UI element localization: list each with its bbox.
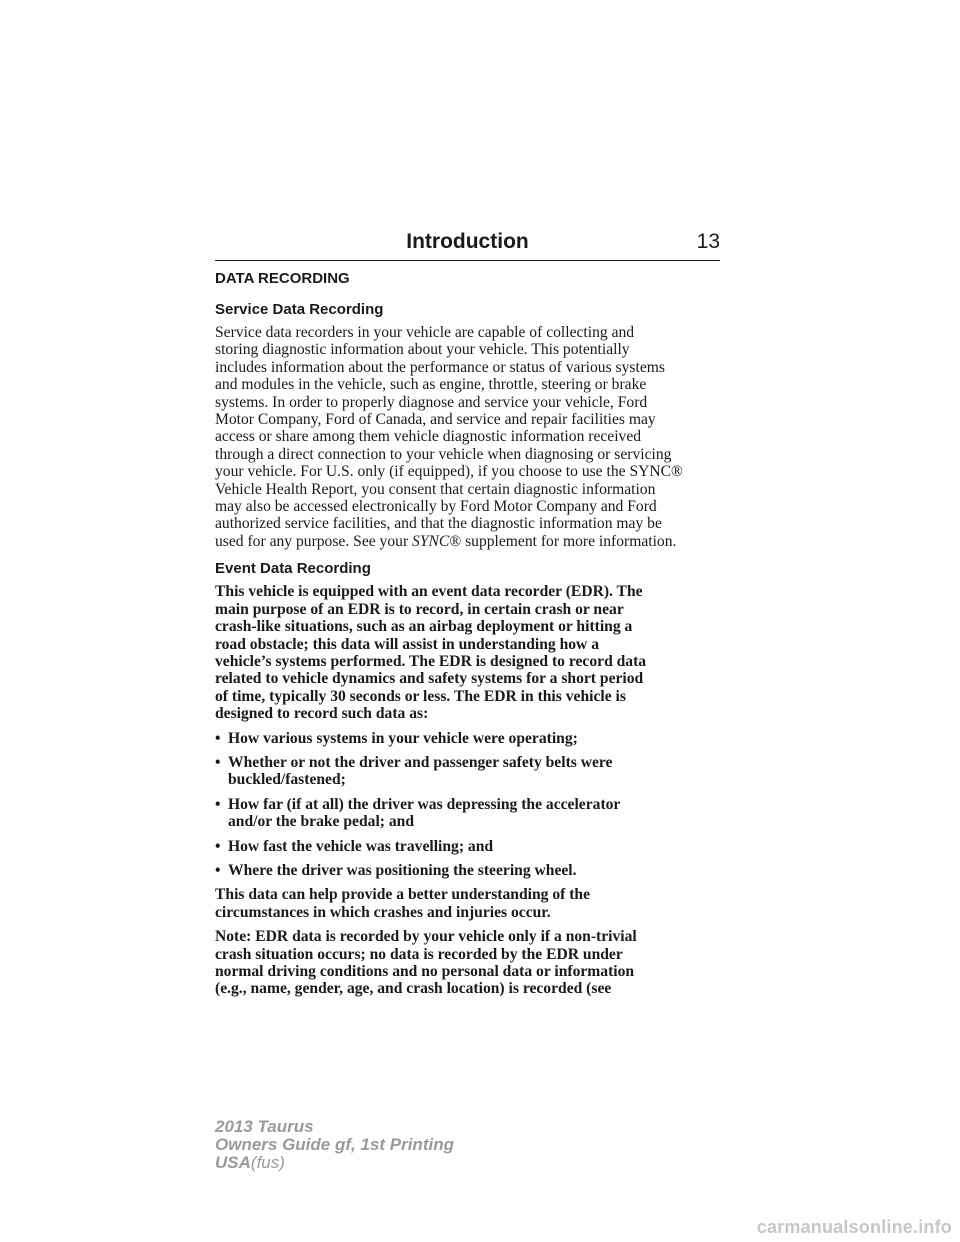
footer-market: USA(fus) [215,1153,285,1172]
page-number: 13 [696,230,720,253]
edr-data-list [215,730,725,880]
list-item: • Whether or not the driver and passenger safety belts were buckled/fastened; [215,753,613,789]
note-paragraph: Note: EDR data is recorded by your vehicle only if a non-trivial crash situation occurs; no data is recorded by the EDR under normal driving conditions and no personal data or information (e.g., name, gender, age, and crash location) is recorded (see [215,928,637,998]
bullet-icon: • [215,729,221,747]
service-data-heading: Service Data Recording [215,301,384,318]
page-header [215,228,720,261]
conclusion-paragraph: This data can help provide a better understanding of the circumstances in which crashes and injuries occur. [215,886,591,921]
chapter-title: Introduction [406,230,529,253]
bullet-icon: • [215,753,221,771]
document-footer [215,1118,454,1172]
footer-edition: Owners Guide gf, 1st Printing [215,1135,454,1154]
list-item: • How far (if at all) the driver was depressing the accelerator and/or the brake pedal; and [215,795,621,831]
bullet-icon: • [215,861,221,879]
sync-reference: SYNC [412,532,450,550]
event-data-heading: Event Data Recording [215,560,371,578]
section-title: DATA RECORDING [215,270,350,287]
watermark: carmanualsonline.info [756,1217,952,1237]
list-item: • Where the driver was positioning the steering wheel. [215,861,577,879]
bullet-icon: • [215,837,221,855]
bullet-icon: • [215,795,221,813]
list-item: • How various systems in your vehicle were operating; [215,729,578,747]
edr-intro-paragraph: This vehicle is equipped with an event data recorder (EDR). The main purpose of an EDR is to record, in certain crash or near crash-like situations, such as an airbag deployment or hitting a road obstacle; this data will assist in understanding how a vehicle’s systems performed. The EDR is designed to record data related to vehicle dynamics and safety systems for a short period of time, typically 30 seconds or less. The EDR in this vehicle is designed to record such data as: [215,583,647,723]
list-item: • How fast the vehicle was travelling; and [215,837,494,855]
page-content [215,270,725,998]
footer-model: 2013 Taurus [215,1117,314,1136]
service-data-paragraph: Service data recorders in your vehicle are capable of collecting and storing diagnostic information about your vehicle. This potentially includes information about the performance or status of various systems and modules in the vehicle, such as engine, throttle, steering or brake systems. In order to properly diagnose and service your vehicle, Ford Motor Company, Ford of Canada, and service and repair facilities may access or share among them vehicle diagnostic information received through a direct connection to your vehicle when diagnosing or servicing your vehicle. For U.S. only (if equipped), if you choose to use the SYNC® Vehicle Health Report, you consent that certain diagnostic information may also be accessed electronically by Ford Motor Company and Ford authorized service facilities, and that the diagnostic information may be used for any purpose. See your SYNC® supplement for more information. [215,324,683,550]
